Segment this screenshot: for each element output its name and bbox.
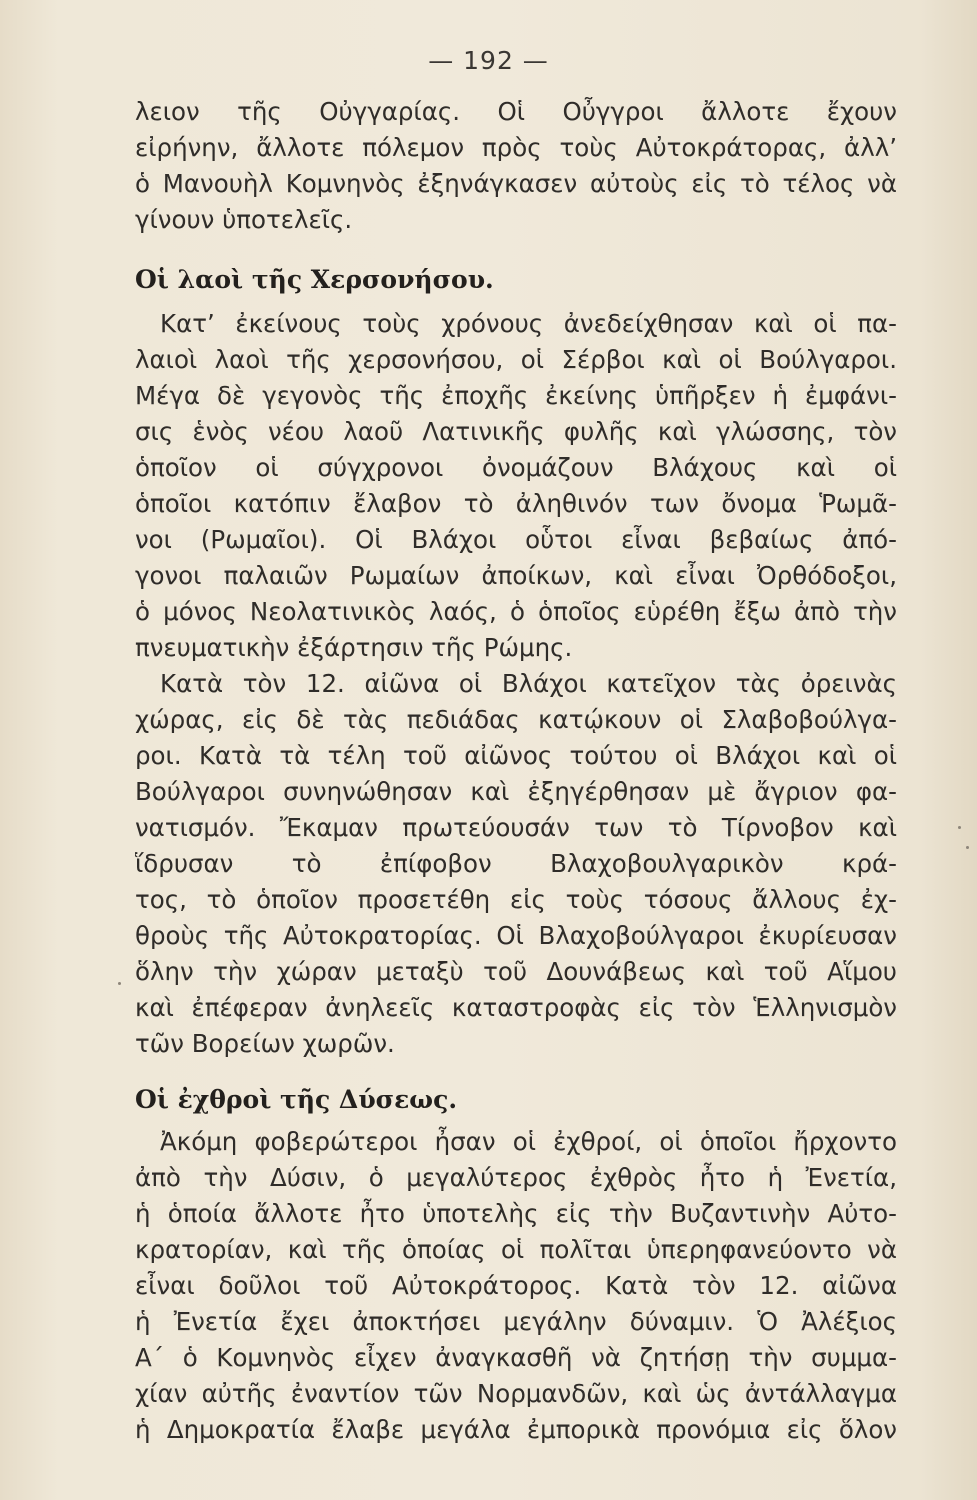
text-line: εἶναι δοῦλοι τοῦ Αὐτοκράτορος. Κατὰ τὸν 12. αἰῶνα [135, 1271, 897, 1300]
text-line: καὶ ἐπέφεραν ἀνηλεεῖς καταστροφὰς εἰς τὸν Ἑλληνισμὸν [135, 993, 897, 1022]
scan-mark [958, 826, 961, 829]
text-line: χώρας, εἰς δὲ τὰς πεδιάδας κατῴκουν οἱ Σλαβοβούλγα- [135, 705, 897, 734]
text-line: Ἀκόμη φοβερώτεροι ἦσαν οἱ ἐχθροί, οἱ ὁποῖοι ἤρχοντο [160, 1127, 897, 1156]
text-line: ὁ μόνος Νεολατινικὸς λαός, ὁ ὁποῖος εὑρέθη ἔξω ἀπὸ τὴν [135, 597, 897, 626]
text-line: γίνουν ὑποτελεῖς. [135, 205, 353, 234]
text-line: σις ἑνὸς νέου λαοῦ Λατινικῆς φυλῆς καὶ γλώσσης, τὸν [135, 417, 897, 446]
text-line: χίαν αὐτῆς ἐναντίον τῶν Νορμανδῶν, καὶ ὡς ἀντάλλαγμα [135, 1379, 897, 1408]
text-line: Μέγα δὲ γεγονὸς τῆς ἐποχῆς ἐκείνης ὑπῆρξεν ἡ ἐμφάνι- [135, 381, 897, 410]
text-line: πνευματικὴν ἐξάρτησιν τῆς Ρώμης. [135, 633, 573, 662]
text-line: τῶν Βορείων χωρῶν. [135, 1029, 395, 1058]
page-number: — 192 — [428, 46, 549, 75]
text-line: λαιοὶ λαοὶ τῆς χερσονήσου, οἱ Σέρβοι καὶ οἱ Βούλγαροι. [135, 345, 897, 374]
text-line: Κατ’ ἐκείνους τοὺς χρόνους ἀνεδείχθησαν καὶ οἱ πα- [160, 309, 897, 338]
text-line: ροι. Κατὰ τὰ τέλη τοῦ αἰῶνος τούτου οἱ Βλάχοι καὶ οἱ [135, 741, 897, 770]
text-line: ἡ Ἐνετία ἔχει ἀποκτήσει μεγάλην δύναμιν. Ὁ Ἀλέξιος [135, 1307, 897, 1336]
text-line: θροὺς τῆς Αὐτοκρατορίας. Οἱ Βλαχοβούλγαροι ἐκυρίευσαν [135, 921, 897, 950]
text-line: Βούλγαροι συνηνώθησαν καὶ ἐξηγέρθησαν μὲ ἄγριον φα- [135, 777, 897, 806]
text-line: ὁποῖοι κατόπιν ἔλαβον τὸ ἀληθινόν των ὄνομα Ῥωμᾶ- [135, 489, 897, 518]
text-line: Α΄ ὁ Κομνηνὸς εἶχεν ἀναγκασθῆ νὰ ζητήσῃ τὴν συμμα- [135, 1343, 897, 1372]
text-line: γονοι παλαιῶν Ρωμαίων ἀποίκων, καὶ εἶναι Ὀρθόδοξοι, [135, 561, 897, 590]
text-line: ὁ Μανουὴλ Κομνηνὸς ἐξηνάγκασεν αὐτοὺς εἰς τὸ τέλος νὰ [135, 169, 897, 198]
text-line: λειον τῆς Οὐγγαρίας. Οἱ Οὖγγροι ἄλλοτε ἔχουν [135, 97, 897, 126]
text-line: ἵδρυσαν τὸ ἐπίφοβον Βλαχοβουλγαρικὸν κρά- [135, 849, 897, 878]
text-line: νατισμόν. Ἔκαμαν πρωτεύουσάν των τὸ Τίρνοβον καὶ [135, 813, 897, 842]
text-line: κρατορίαν, καὶ τῆς ὁποίας οἱ πολῖται ὑπερηφανεύοντο νὰ [135, 1235, 897, 1264]
text-line: ὁποῖον οἱ σύγχρονοι ὀνομάζουν Βλάχους καὶ οἱ [135, 453, 897, 482]
text-line: ἀπὸ τὴν Δύσιν, ὁ μεγαλύτερος ἐχθρὸς ἦτο ἡ Ἐνετία, [135, 1163, 897, 1192]
scan-mark [118, 982, 121, 985]
text-line: εἰρήνην, ἄλλοτε πόλεμον πρὸς τοὺς Αὐτοκράτορας, ἀλλ’ [135, 133, 897, 162]
text-line: τος, τὸ ὁποῖον προσετέθη εἰς τοὺς τόσους ἄλλους ἐχ- [135, 885, 897, 914]
section-heading-west-enemies: Οἱ ἐχθροὶ τῆς Δύσεως. [135, 1085, 458, 1114]
text-line: ἡ Δημοκρατία ἔλαβε μεγάλα ἐμπορικὰ προνόμια εἰς ὅλον [135, 1415, 897, 1444]
text-line: νοι (Ρωμαῖοι). Οἱ Βλάχοι οὗτοι εἶναι βεβαίως ἀπό- [135, 525, 897, 554]
text-line: ἡ ὁποία ἄλλοτε ἦτο ὑποτελὴς εἰς τὴν Βυζαντινὴν Αὐτο- [135, 1199, 897, 1228]
text-line: ὅλην τὴν χώραν μεταξὺ τοῦ Δουνάβεως καὶ τοῦ Αἵμου [135, 957, 897, 986]
section-heading-peoples: Οἱ λαοὶ τῆς Χερσονήσου. [135, 265, 494, 294]
scan-mark [966, 846, 969, 849]
text-line: Κατὰ τὸν 12. αἰῶνα οἱ Βλάχοι κατεῖχον τὰς ὀρεινὰς [160, 669, 897, 698]
